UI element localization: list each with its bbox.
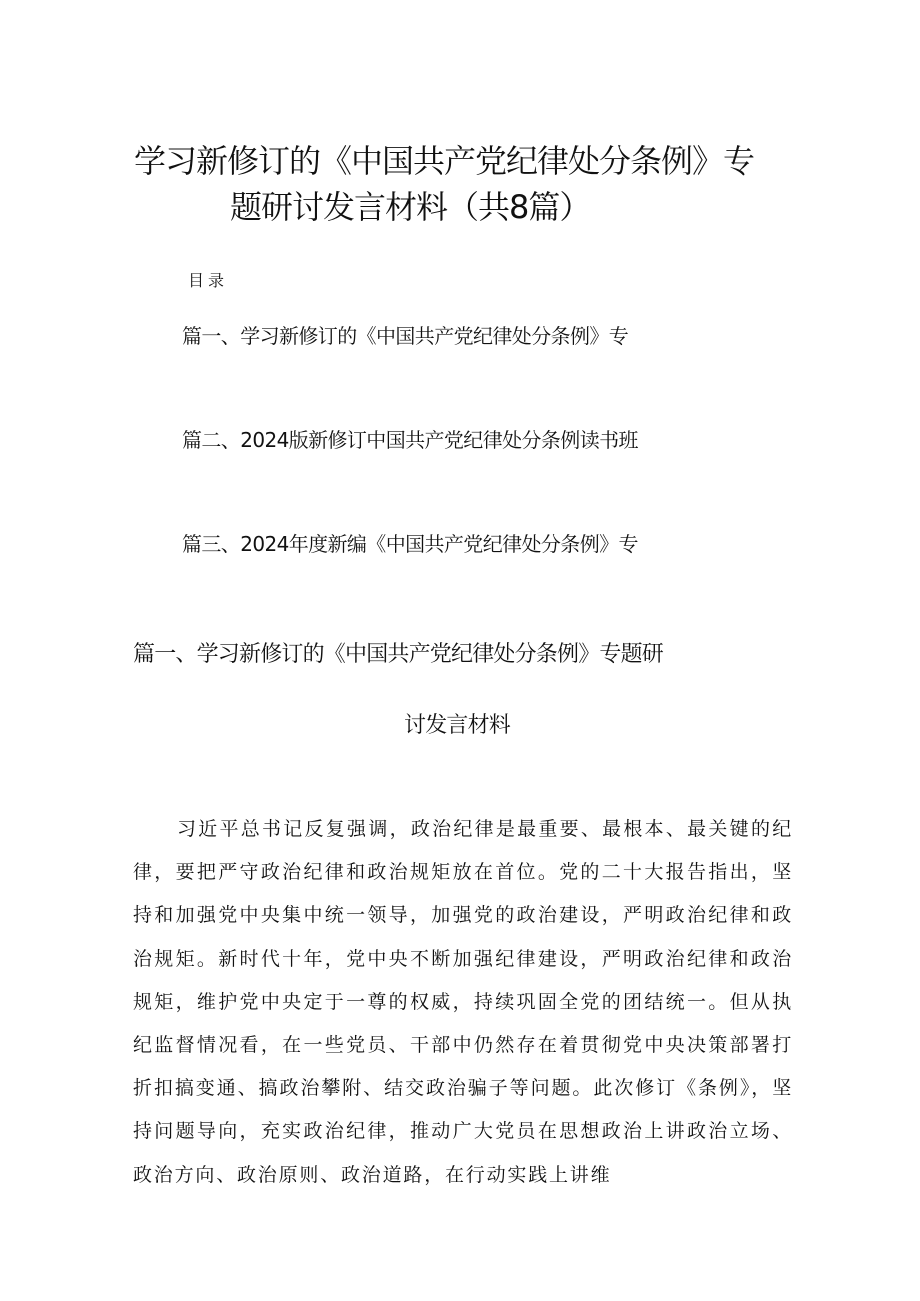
section-heading-line1: 篇一、学习新修订的《中国共产党纪律处分条例》专题研 bbox=[133, 642, 664, 667]
section-heading-line2: 讨发言材料 bbox=[404, 713, 511, 738]
toc-item-2[interactable]: 篇二、2024版新修订中国共产党纪律处分条例读书班 bbox=[182, 428, 638, 452]
document-title-line1: 学习新修订的《中国共产党纪律处分条例》专 bbox=[134, 142, 755, 180]
document-title-line2: 题研讨发言材料（共8篇） bbox=[230, 188, 591, 226]
toc-item-1[interactable]: 篇一、学习新修订的《中国共产党纪律处分条例》专 bbox=[182, 324, 629, 348]
body-paragraph: 习近平总书记反复强调，政治纪律是最重要、最根本、最关键的纪律，要把严守政治纪律和政治规矩放在首位。党的二十大报告指出，坚持和加强党中央集中统一领导，加强党的政治建设，严明政治纪律和政治规矩。新时代十年，党中央不断加强纪律建设，严明政治纪律和政治规矩，维护党中央定于一尊的权威，持续巩固全党的团结统一。但从执纪监督情况看，在一些党员、干部中仍然存在着贯彻党中央决策部署打折扣搞变通、搞政治攀附、结交政治骗子等问题。此次修订《条例》，坚持问题导向，充实政治纪律，推动广大党员在思想政治上讲政治立场、政治方向、政治原则、政治道路，在行动实践上讲维 bbox=[133, 818, 793, 1186]
toc-item-3[interactable]: 篇三、2024年度新编《中国共产党纪律处分条例》专 bbox=[182, 532, 638, 556]
toc-label: 目录 bbox=[188, 271, 229, 290]
document-title bbox=[120, 138, 800, 230]
